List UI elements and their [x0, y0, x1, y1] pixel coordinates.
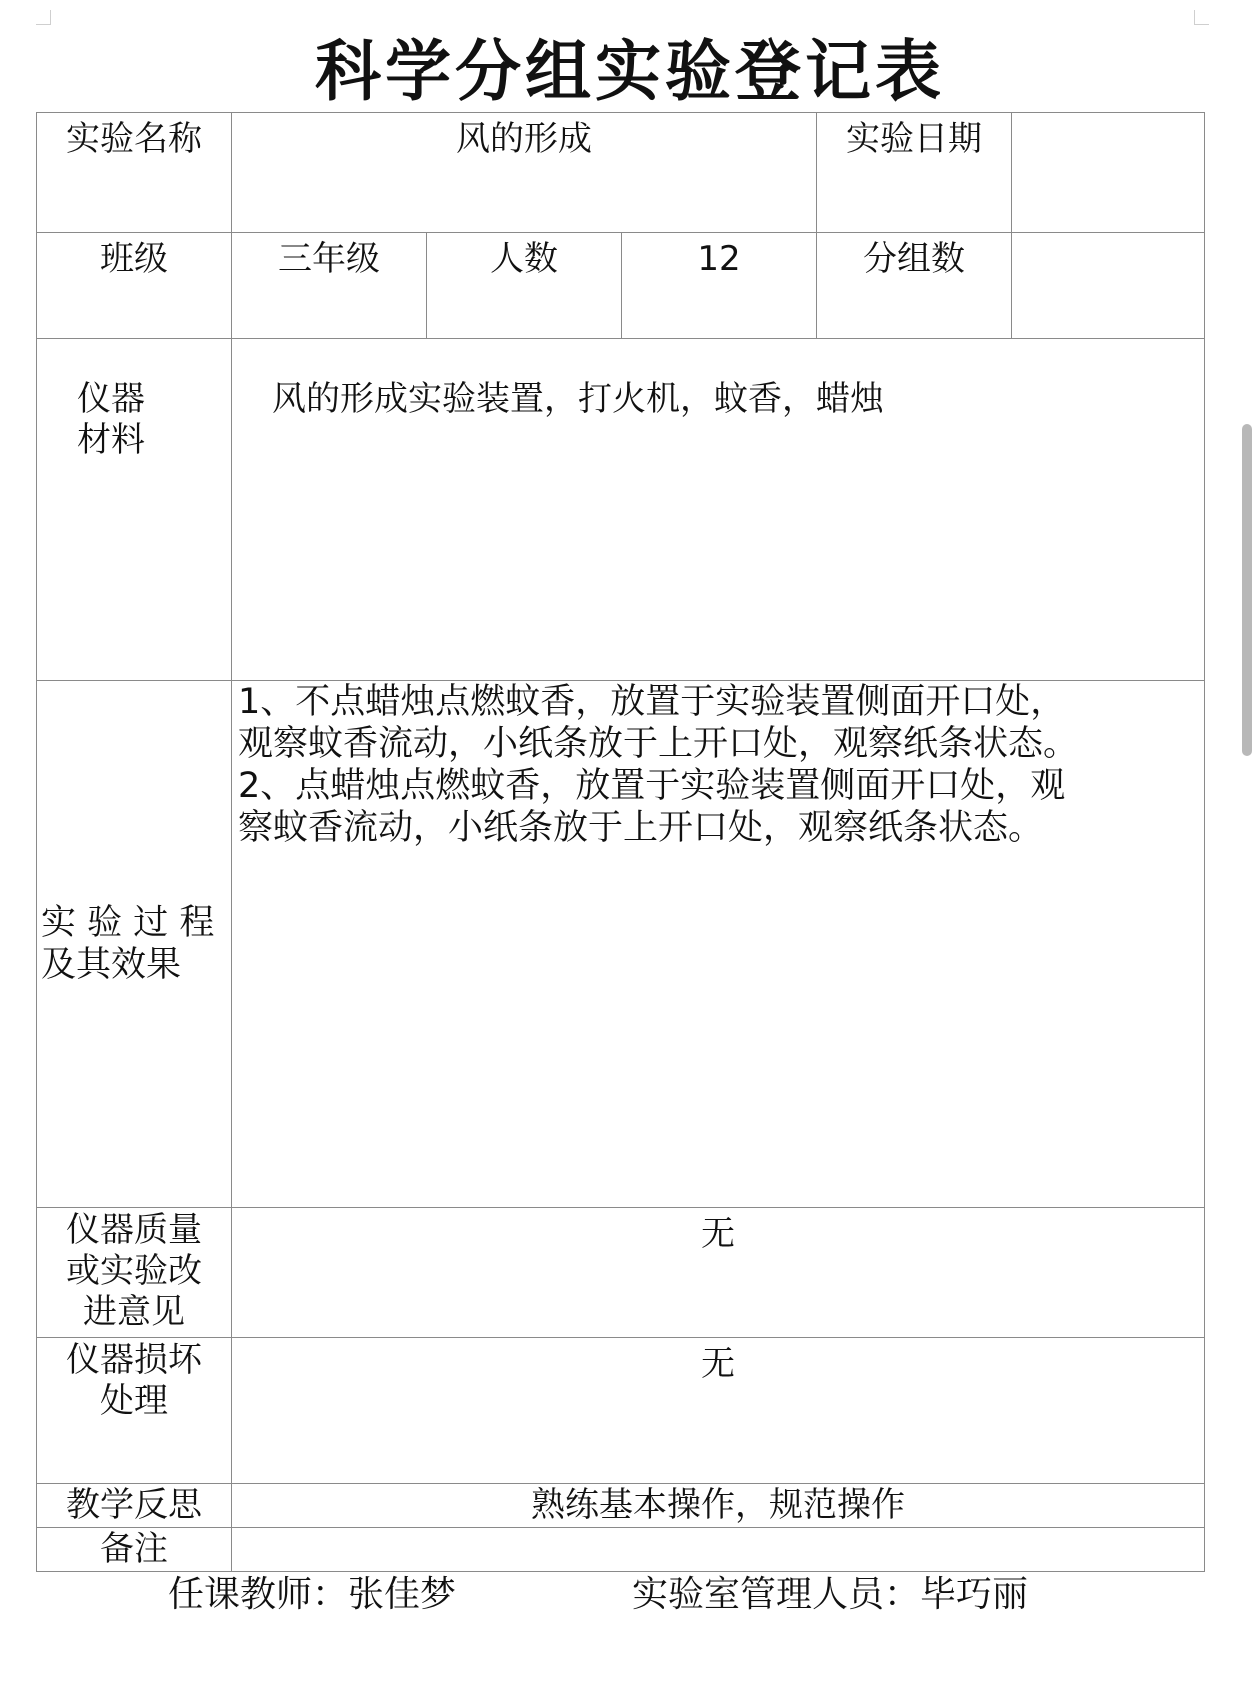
process-value[interactable]: [232, 681, 1205, 1208]
row-quality: [37, 1208, 1205, 1338]
experiment-name-value[interactable]: 风的形成: [232, 113, 817, 233]
remarks-label: 备注: [37, 1528, 232, 1572]
process-label-line2: 及其效果: [41, 945, 182, 985]
quality-label: [37, 1208, 232, 1338]
damage-label-line1: 仪器损坏: [66, 1340, 202, 1380]
class-value[interactable]: 三年级: [232, 233, 427, 339]
row-damage: [37, 1338, 1205, 1484]
row-experiment-name: [37, 113, 1205, 233]
equipment-label-line2: 材料: [77, 419, 145, 460]
equipment-value[interactable]: 风的形成实验装置，打火机，蚊香，蜡烛: [232, 339, 1205, 681]
process-line-3: 2、点蜡烛点燃蚊香，放置于实验装置侧面开口处，观: [238, 766, 1066, 806]
reflection-label: 教学反思: [37, 1484, 232, 1528]
group-count-value[interactable]: [1012, 233, 1205, 339]
experiment-name-label: 实验名称: [37, 113, 232, 233]
teacher-signature: 任课教师：张佳梦: [168, 1574, 457, 1615]
reflection-value[interactable]: 熟练基本操作，规范操作: [232, 1484, 1205, 1528]
student-count-label: 人数: [427, 233, 622, 339]
quality-label-line2: 或实验改: [66, 1250, 202, 1291]
class-label: 班级: [37, 233, 232, 339]
student-count-value[interactable]: 12: [622, 233, 817, 339]
process-line-1: 1、不点蜡烛点燃蚊香，放置于实验装置侧面开口处，: [238, 682, 1066, 722]
row-reflection: [37, 1484, 1205, 1528]
experiment-date-value[interactable]: [1012, 113, 1205, 233]
row-remarks: [37, 1528, 1205, 1572]
registration-form-table: [36, 112, 1205, 1572]
page-title: 科学分组实验登记表: [315, 33, 945, 110]
process-label: [37, 681, 232, 1208]
row-class-info: [37, 233, 1205, 339]
process-line-2: 观察蚊香流动，小纸条放于上开口处，观察纸条状态。: [238, 724, 1079, 764]
process-line-4: 察蚊香流动，小纸条放于上开口处，观察纸条状态。: [238, 808, 1044, 848]
equipment-label: [37, 339, 232, 681]
row-process: [37, 681, 1205, 1208]
quality-value[interactable]: 无: [232, 1208, 1205, 1338]
lab-manager-signature: 实验室管理人员：毕巧丽: [632, 1574, 1029, 1615]
experiment-date-label: 实验日期: [817, 113, 1012, 233]
damage-value[interactable]: 无: [232, 1338, 1205, 1484]
quality-label-line3: 进意见: [83, 1291, 185, 1332]
process-label-line1: 实 验 过 程: [41, 903, 215, 943]
damage-label-line2: 处理: [100, 1380, 168, 1421]
equipment-label-line1: 仪器: [77, 379, 145, 419]
group-count-label: 分组数: [817, 233, 1012, 339]
quality-label-line1: 仪器质量: [66, 1210, 202, 1250]
remarks-value[interactable]: [232, 1528, 1205, 1572]
row-equipment: [37, 339, 1205, 681]
vertical-scrollbar[interactable]: [1242, 424, 1252, 756]
damage-label: [37, 1338, 232, 1484]
